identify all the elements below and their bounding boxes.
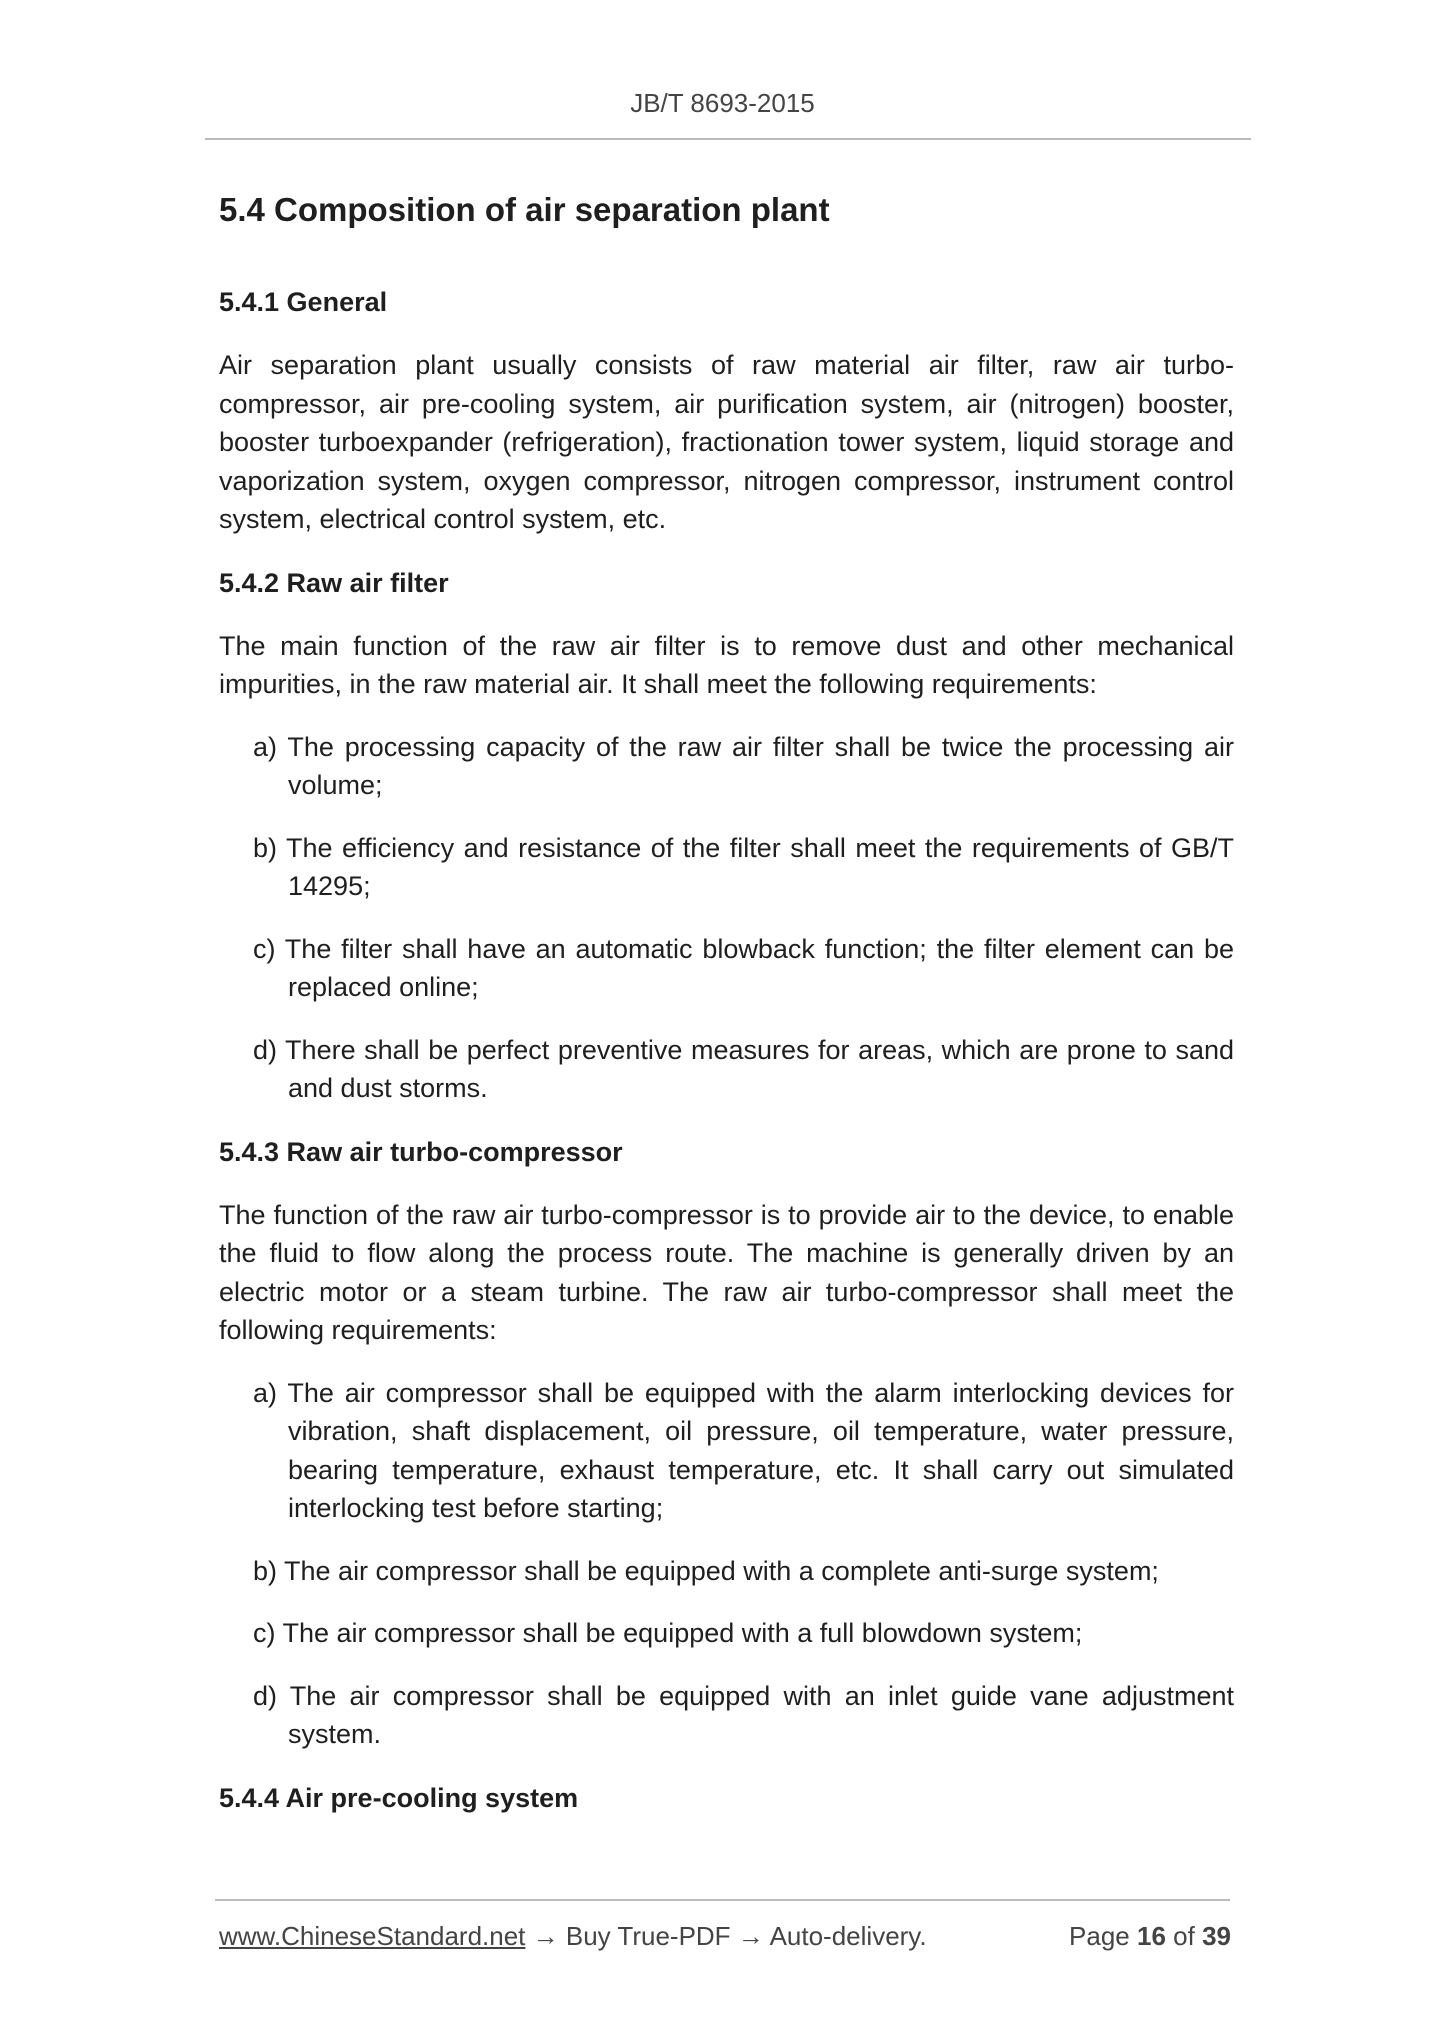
subsection-heading-raw-air-filter: 5.4.2 Raw air filter (219, 567, 449, 598)
list-item: d) The air compressor shall be equipped with an inlet guide vane adjustment system. (253, 1680, 1234, 1749)
paragraph-turbo-compressor: The function of the raw air turbo-compressor is to provide air to the device, to enable the fluid to flow along the process route. The machine is generally driven by an electric motor or a steam turbine. The raw air turbo-compressor shall meet the following requirements: (219, 1199, 1234, 1345)
document-code-header: JB/T 8693-2015 (630, 88, 815, 118)
list-item: a) The air compressor shall be equipped with the alarm interlocking devices for vibration, shaft displacement, oil pressure, oil temperature, water pressure, bearing temperature, exhaust temperature, etc. It shall carry out simulated interlocking test before starting; (253, 1377, 1234, 1523)
subsection-heading-general: 5.4.1 General (219, 287, 388, 317)
list-item: c) The air compressor shall be equipped with a full blowdown system; (253, 1618, 1083, 1648)
page-indicator (1069, 1918, 1231, 1954)
total-page-count: 39 (1202, 1921, 1231, 1951)
list-item: c) The filter shall have an automatic blowback function; the filter element can be replaced online; (253, 933, 1234, 1002)
list-item: b) The efficiency and resistance of the filter shall meet the requirements of GB/T 14295; (253, 832, 1234, 901)
paragraph-raw-air-filter: The main function of the raw air filter is to remove dust and other mechanical impurities, in the raw material air. It shall meet the following requirements: (219, 630, 1234, 699)
section-title: 5.4 Composition of air separation plant (219, 191, 830, 228)
paragraph-general: Air separation plant usually consists of raw material air filter, raw air turbo-compressor, air pre-cooling system, air purification system, air (nitrogen) booster, booster turboexpander (refrigeration), fractionation tower system, liquid storage and vaporization system, oxygen compressor, nitrogen compressor, instrument control system, electrical control system, etc. (219, 350, 1234, 534)
list-item: a) The processing capacity of the raw air filter shall be twice the processing air volume; (253, 731, 1234, 800)
list-item: b) The air compressor shall be equipped with a complete anti-surge system; (253, 1555, 1159, 1586)
subsection-heading-pre-cooling: 5.4.4 Air pre-cooling system (219, 1782, 579, 1813)
footer-tagline: → Buy True-PDF → Auto-delivery. (525, 1921, 927, 1951)
header-divider (205, 138, 1251, 140)
footer-divider (215, 1899, 1230, 1901)
page-label: Page (1069, 1921, 1130, 1951)
main-content (219, 186, 1234, 1842)
current-page-number: 16 (1137, 1921, 1166, 1951)
website-link[interactable]: www.ChineseStandard.net (219, 1921, 526, 1951)
subsection-heading-turbo-compressor: 5.4.3 Raw air turbo-compressor (219, 1136, 623, 1167)
of-label: of (1173, 1921, 1195, 1951)
page-footer (219, 1918, 1231, 1954)
list-item: d) There shall be perfect preventive measures for areas, which are prone to sand and dust storms. (253, 1034, 1234, 1103)
